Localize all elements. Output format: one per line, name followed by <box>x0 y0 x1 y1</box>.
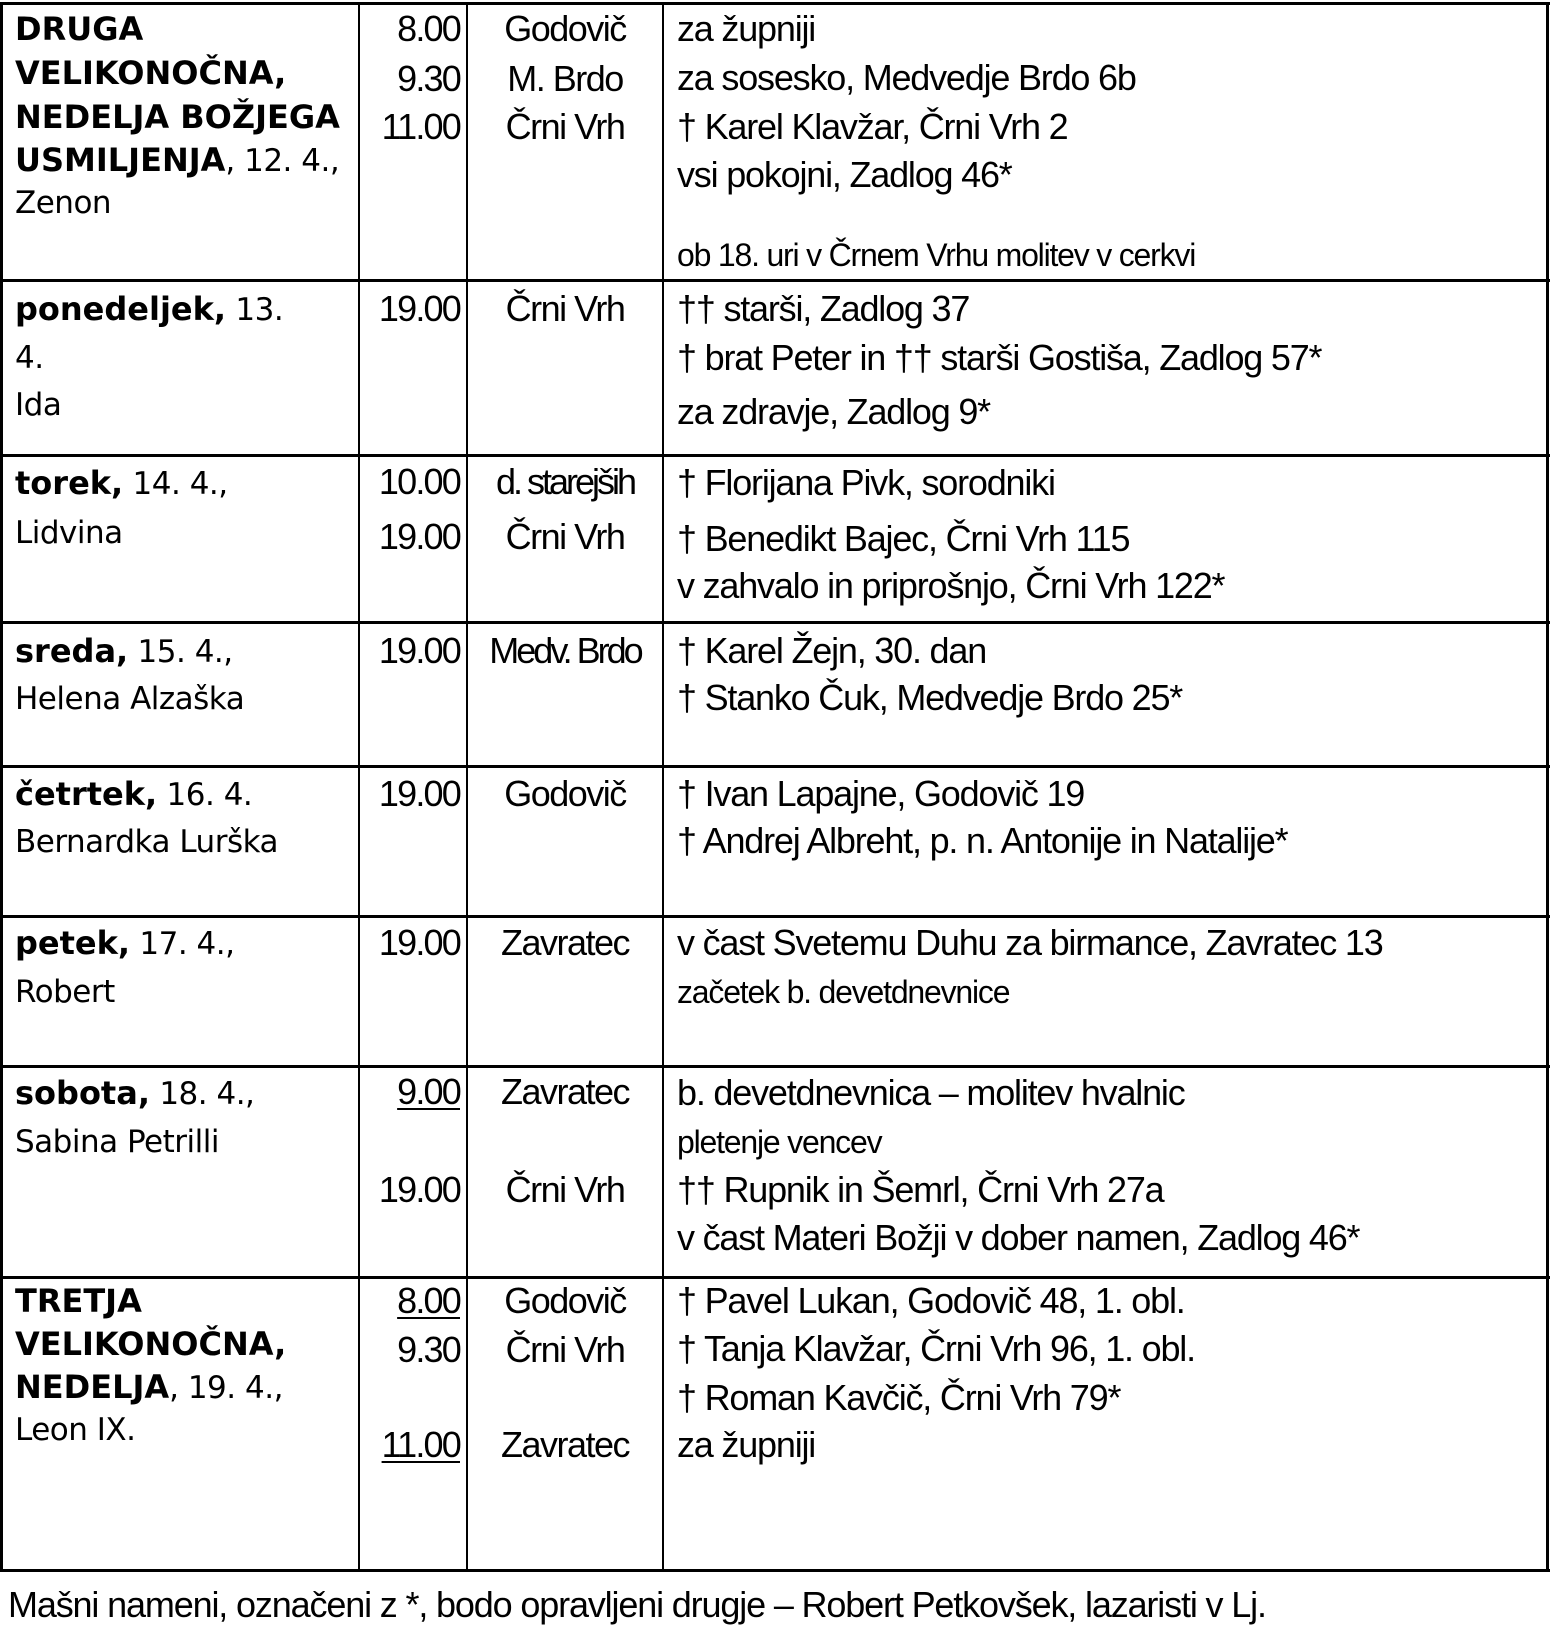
schedule-note: ob 18. uri v Črnem Vrhu molitev v cerkvi <box>677 237 1196 273</box>
date: 4. <box>15 340 44 376</box>
saint-name: Sabina Petrilli <box>15 1124 219 1160</box>
row-divider <box>0 765 1550 768</box>
date: 16. 4. <box>157 777 253 813</box>
saint-name: Robert <box>15 974 115 1010</box>
date: 18. 4., <box>149 1076 255 1112</box>
mass-intention: † Karel Žejn, 30. dan <box>677 630 987 671</box>
mass-place: d. starejših <box>495 461 635 502</box>
column-divider <box>358 3 360 1571</box>
mass-time: 19.00 <box>378 516 460 557</box>
mass-intention: † Roman Kavčič, Črni Vrh 79* <box>677 1377 1121 1418</box>
mass-intention: v čast Materi Božji v dober namen, Zadlog 46* <box>677 1217 1360 1258</box>
mass-time: 9.30 <box>397 58 460 99</box>
day-name: NEDELJA BOŽJEGA <box>15 98 340 136</box>
mass-intention: † Andrej Albreht, p. n. Antonije in Natalije* <box>677 820 1288 861</box>
mass-intention: za župniji <box>677 8 816 49</box>
mass-intention: † Ivan Lapajne, Godovič 19 <box>677 773 1085 814</box>
mass-place: Zavratec <box>500 1424 630 1465</box>
mass-intention: † Stanko Čuk, Medvedje Brdo 25* <box>677 677 1183 718</box>
day-name: ponedeljek, <box>15 290 227 328</box>
day-name: USMILJENJA <box>15 141 226 179</box>
row-divider <box>0 1065 1550 1068</box>
mass-intention: † Florijana Pivk, sorodniki <box>677 462 1055 503</box>
date: 15. 4., <box>128 634 233 670</box>
mass-place: Črni Vrh <box>505 1329 625 1370</box>
day-name: torek, <box>15 464 124 502</box>
mass-time: 9.00 <box>397 1071 460 1112</box>
mass-intention: v čast Svetemu Duhu za birmance, Zavratec 13 <box>677 922 1383 963</box>
saint-name: Leon IX. <box>15 1412 136 1448</box>
mass-place: Godovič <box>504 1280 626 1321</box>
table-border-left <box>0 3 3 1571</box>
mass-time: 19.00 <box>378 630 460 671</box>
mass-time: 19.00 <box>378 1169 460 1210</box>
day-name: sreda, <box>15 632 129 670</box>
mass-time: 8.00 <box>397 8 460 49</box>
mass-place: Medv. Brdo <box>489 630 641 671</box>
mass-intention: za zdravje, Zadlog 9* <box>677 391 990 432</box>
mass-place: Črni Vrh <box>505 106 625 147</box>
day-name: TRETJA <box>15 1282 142 1320</box>
mass-place: M. Brdo <box>507 58 623 99</box>
mass-time: 19.00 <box>378 773 460 814</box>
mass-intention: za sosesko, Medvedje Brdo 6b <box>677 57 1136 98</box>
table-border-right <box>1546 3 1549 1571</box>
row-divider <box>0 454 1550 457</box>
mass-place: Črni Vrh <box>505 516 625 557</box>
row-divider <box>0 279 1550 282</box>
mass-intention: † Pavel Lukan, Godovič 48, 1. obl. <box>677 1280 1185 1321</box>
date: , 19. 4., <box>169 1370 283 1406</box>
day-name: četrtek, <box>15 775 158 813</box>
mass-intention: b. devetdnevnica – molitev hvalnic <box>677 1072 1185 1113</box>
saint-name: Ida <box>15 387 62 423</box>
mass-time: 8.00 <box>397 1280 460 1321</box>
table-border-bottom <box>0 1569 1550 1572</box>
mass-intention: vsi pokojni, Zadlog 46* <box>677 154 1012 195</box>
mass-time: 11.00 <box>381 1424 460 1465</box>
saint-name: Bernardka Lurška <box>15 824 278 860</box>
mass-place: Godovič <box>504 8 626 49</box>
mass-intention: † Karel Klavžar, Črni Vrh 2 <box>677 106 1068 147</box>
mass-intention: † Tanja Klavžar, Črni Vrh 96, 1. obl. <box>677 1328 1195 1369</box>
saint-name: Lidvina <box>15 515 123 551</box>
mass-place: Zavratec <box>500 922 630 963</box>
mass-time: 11.00 <box>381 106 460 147</box>
footer-note: Mašni nameni, označeni z *, bodo opravljeni drugje – Robert Petkovšek, lazaristi v Lj. <box>8 1584 1266 1625</box>
mass-intention: † Benedikt Bajec, Črni Vrh 115 <box>677 518 1130 559</box>
mass-intention: † brat Peter in †† starši Gostiša, Zadlog 57* <box>677 337 1322 378</box>
day-name: petek, <box>15 924 131 962</box>
mass-intention: v zahvalo in priprošnjo, Črni Vrh 122* <box>677 565 1225 606</box>
day-name: sobota, <box>15 1074 150 1112</box>
mass-intention: za župniji <box>677 1424 816 1465</box>
mass-time: 10.00 <box>378 461 460 502</box>
saint-name: Zenon <box>15 185 112 221</box>
day-name: VELIKONOČNA, <box>15 1325 287 1363</box>
mass-time: 19.00 <box>378 922 460 963</box>
mass-place: Zavratec <box>500 1071 630 1112</box>
day-name: VELIKONOČNA, <box>15 54 287 92</box>
mass-intention: †† Rupnik in Šemrl, Črni Vrh 27a <box>677 1169 1164 1210</box>
mass-time: 9.30 <box>397 1329 460 1370</box>
day-name: NEDELJA <box>15 1368 170 1406</box>
schedule-note: začetek b. devetdnevnice <box>677 974 1010 1010</box>
mass-place: Črni Vrh <box>505 1169 625 1210</box>
date: 13. <box>226 292 284 328</box>
date: , 12. 4., <box>225 143 340 179</box>
date: 14. 4., <box>123 466 228 502</box>
mass-place: Črni Vrh <box>505 288 625 329</box>
mass-time: 19.00 <box>378 288 460 329</box>
saint-name: Helena Alzaška <box>15 681 245 717</box>
date: 17. 4., <box>130 926 235 962</box>
schedule-note: pletenje vencev <box>677 1124 882 1160</box>
mass-place: Godovič <box>504 773 626 814</box>
mass-intention: †† starši, Zadlog 37 <box>677 288 970 329</box>
row-divider <box>0 621 1550 624</box>
day-name: DRUGA <box>15 10 144 48</box>
row-divider <box>0 915 1550 918</box>
